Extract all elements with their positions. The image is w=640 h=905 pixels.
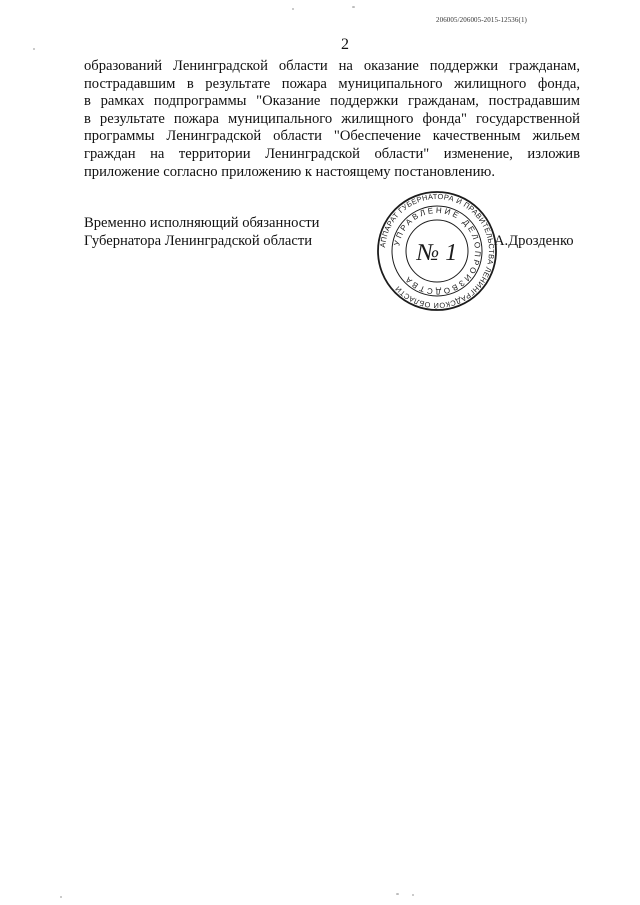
signatory-position-line: Временно исполняющий обязанности <box>84 215 320 231</box>
scan-speck <box>33 48 35 50</box>
official-seal <box>376 190 498 312</box>
scan-speck <box>292 8 294 10</box>
scan-speck <box>60 896 62 898</box>
body-line: образований Ленинградской области на оказание поддержки гражданам, <box>84 58 580 74</box>
seal-inner-text: УПРАВЛЕНИЕ ДЕЛОПРОИЗВОДСТВА <box>392 205 483 297</box>
scan-speck <box>396 893 399 895</box>
document-id: 206005/206005-2015-12536(1) <box>436 16 527 24</box>
body-line: в результате пожара муниципального жилищного фонда" государственной <box>84 110 580 127</box>
scan-speck <box>412 894 414 896</box>
body-line: граждан на территории Ленинградской области" изменение, изложив <box>84 145 580 162</box>
body-line: в рамках подпрограммы "Оказание поддержки гражданам, пострадавшим <box>84 93 580 110</box>
seal-center-text: № 1 <box>416 240 458 266</box>
signatory-position-line: Губернатора Ленинградской области <box>84 232 313 249</box>
signatory-position <box>84 215 344 250</box>
signatory-name: А.Дрозденко <box>494 233 574 249</box>
scan-speck <box>352 6 355 8</box>
body-line: приложение согласно приложению к настоящему постановлению. <box>84 163 495 180</box>
body-paragraph <box>84 58 580 181</box>
body-line: программы Ленинградской области "Обеспечение качественным жильем <box>84 128 580 145</box>
page-number: 2 <box>341 36 349 53</box>
body-line: пострадавшим в результате пожара муниципального жилищного фонда, <box>84 75 580 92</box>
seal-outer-text: АППАРАТ ГУБЕРНАТОРА И ПРАВИТЕЛЬСТВА ЛЕНИНГРАДСКОЙ ОБЛАСТИ <box>378 191 497 311</box>
